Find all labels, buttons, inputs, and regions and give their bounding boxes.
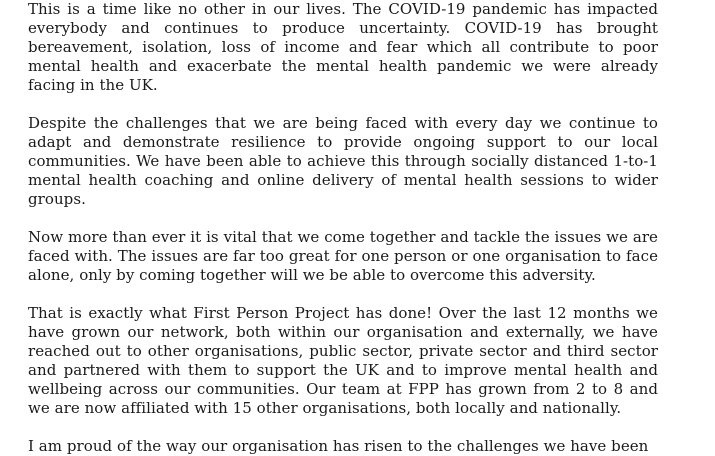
document-page [28, 0, 658, 456]
paragraph-resilience: Despite the challenges that we are being faced with every day we continue to adapt and demonstrate resilience to provide ongoing support to our local communities. We have been able to achieve this through socially distanced 1-to-1 mental health coaching and online delivery of mental health sessions to wider groups. [28, 114, 658, 208]
paragraph-proud: I am proud of the way our organisation has risen to the challenges we have been [28, 437, 649, 455]
paragraph-network-growth: That is exactly what First Person Project has done! Over the last 12 months we have grown our network, both within our organisation and externally, we have reached out to other organisations, public sector, private sector and third sector and partnered with them to support the UK and to improve mental health and wellbeing across our communities. Our team at FPP has grown from 2 to 8 and we are now affiliated with 15 other organisations, both locally and nationally. [28, 304, 658, 417]
paragraph-covid-impact: This is a time like no other in our lives. The COVID-19 pandemic has impacted everybody and continues to produce uncertainty. COVID-19 has brought bereavement, isolation, loss of income and fear which all contribute to poor mental health and exacerbate the mental health pandemic we were already facing in the UK. [28, 0, 658, 94]
paragraph-come-together: Now more than ever it is vital that we come together and tackle the issues we are faced with. The issues are far too great for one person or one organisation to face alone, only by coming together will we be able to overcome this adversity. [28, 228, 658, 284]
